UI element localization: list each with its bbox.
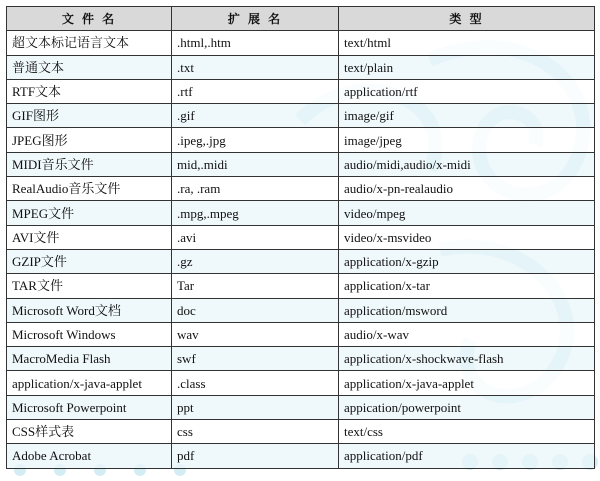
cell-mime-type: audio/midi,audio/x-midi <box>339 152 595 176</box>
cell-mime-type: application/rtf <box>339 79 595 103</box>
table-row <box>7 347 595 371</box>
cell-extension: mid,.midi <box>172 152 339 176</box>
cell-extension: doc <box>172 298 339 322</box>
cell-mime-type: video/x-msvideo <box>339 225 595 249</box>
table-row <box>7 249 595 273</box>
cell-file-name: RealAudio音乐文件 <box>7 177 172 201</box>
cell-mime-type: text/html <box>339 31 595 55</box>
table-row <box>7 31 595 55</box>
table-row <box>7 177 595 201</box>
table-row <box>7 55 595 79</box>
cell-mime-type: application/x-shockwave-flash <box>339 347 595 371</box>
cell-extension: .ra, .ram <box>172 177 339 201</box>
cell-file-name: 超文本标记语言文本 <box>7 31 172 55</box>
cell-file-name: Microsoft Windows <box>7 322 172 346</box>
table-header-row <box>7 7 595 31</box>
cell-extension: wav <box>172 322 339 346</box>
header-file-name: 文 件 名 <box>7 7 172 31</box>
cell-extension: .gz <box>172 249 339 273</box>
cell-file-name: GIF图形 <box>7 104 172 128</box>
cell-mime-type: application/x-java-applet <box>339 371 595 395</box>
cell-file-name: JPEG图形 <box>7 128 172 152</box>
cell-mime-type: text/css <box>339 420 595 444</box>
table-row <box>7 79 595 103</box>
cell-extension: .txt <box>172 55 339 79</box>
cell-file-name: 普通文本 <box>7 55 172 79</box>
cell-extension: pdf <box>172 444 339 468</box>
cell-mime-type: application/pdf <box>339 444 595 468</box>
cell-mime-type: appication/powerpoint <box>339 395 595 419</box>
cell-file-name: TAR文件 <box>7 274 172 298</box>
cell-file-name: Microsoft Word文档 <box>7 298 172 322</box>
cell-mime-type: image/jpeg <box>339 128 595 152</box>
table-row <box>7 444 595 468</box>
table-row <box>7 371 595 395</box>
table-row <box>7 152 595 176</box>
header-type: 类 型 <box>339 7 595 31</box>
cell-extension: swf <box>172 347 339 371</box>
cell-mime-type: video/mpeg <box>339 201 595 225</box>
cell-mime-type: text/plain <box>339 55 595 79</box>
table-row <box>7 274 595 298</box>
cell-extension: .ipeg,.jpg <box>172 128 339 152</box>
table-row <box>7 322 595 346</box>
cell-file-name: CSS样式表 <box>7 420 172 444</box>
cell-mime-type: application/x-tar <box>339 274 595 298</box>
cell-extension: .gif <box>172 104 339 128</box>
cell-extension: .rtf <box>172 79 339 103</box>
cell-extension: .class <box>172 371 339 395</box>
cell-mime-type: audio/x-wav <box>339 322 595 346</box>
cell-file-name: MPEG文件 <box>7 201 172 225</box>
cell-file-name: AVI文件 <box>7 225 172 249</box>
cell-mime-type: application/msword <box>339 298 595 322</box>
table-row <box>7 420 595 444</box>
cell-mime-type: image/gif <box>339 104 595 128</box>
cell-extension: ppt <box>172 395 339 419</box>
cell-file-name: Microsoft Powerpoint <box>7 395 172 419</box>
table-row <box>7 128 595 152</box>
table-row <box>7 201 595 225</box>
cell-extension: .html,.htm <box>172 31 339 55</box>
file-type-table <box>6 6 595 469</box>
cell-extension: .mpg,.mpeg <box>172 201 339 225</box>
cell-extension: Tar <box>172 274 339 298</box>
cell-mime-type: audio/x-pn-realaudio <box>339 177 595 201</box>
cell-file-name: MacroMedia Flash <box>7 347 172 371</box>
cell-mime-type: application/x-gzip <box>339 249 595 273</box>
cell-file-name: RTF文本 <box>7 79 172 103</box>
table-row <box>7 298 595 322</box>
table-row <box>7 225 595 249</box>
cell-file-name: Adobe Acrobat <box>7 444 172 468</box>
file-type-table-container <box>6 6 594 469</box>
header-extension: 扩 展 名 <box>172 7 339 31</box>
cell-extension: css <box>172 420 339 444</box>
table-row <box>7 395 595 419</box>
cell-file-name: GZIP文件 <box>7 249 172 273</box>
cell-file-name: MIDI音乐文件 <box>7 152 172 176</box>
cell-file-name: application/x-java-applet <box>7 371 172 395</box>
cell-extension: .avi <box>172 225 339 249</box>
table-row <box>7 104 595 128</box>
